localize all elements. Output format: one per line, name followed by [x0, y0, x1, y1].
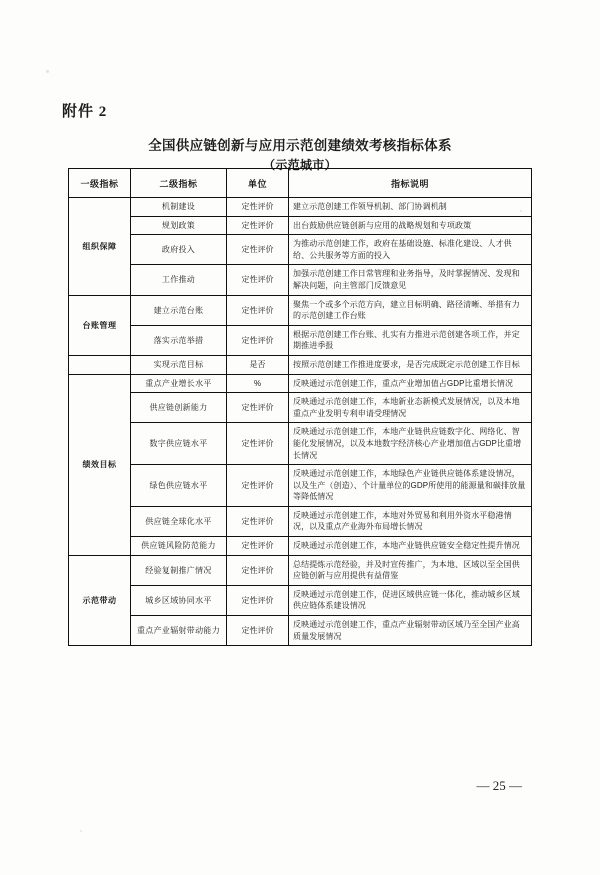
- description-cell: 根据示范创建工作台账、扎实有力推进示范创建各项工作，并定期推进季报: [289, 325, 532, 355]
- table-row: [69, 198, 532, 217]
- category-cell: 组织保障: [69, 198, 131, 296]
- indicator-cell: 建立示范台账: [131, 295, 227, 325]
- description-cell: 建立示范创建工作领导机制、部门协调机制: [289, 198, 532, 217]
- indicator-cell: 政府投入: [131, 235, 227, 265]
- indicator-cell: 重点产业辐射带动能力: [131, 616, 227, 646]
- unit-cell: 定性评价: [227, 325, 289, 355]
- table-row: [69, 423, 532, 465]
- unit-cell: 定性评价: [227, 295, 289, 325]
- column-header-level2: 二级指标: [131, 169, 227, 198]
- table-row: [69, 585, 532, 615]
- table-row: [69, 216, 532, 235]
- description-cell: 反映通过示范创建工作，本地对外贸易和利用外资水平稳港情况，以及重点产业海外布局增长情况: [289, 506, 532, 536]
- description-cell: 反映通过示范创建工作，重点产业辐射带动区域乃至全国产业高质量发展情况: [289, 616, 532, 646]
- unit-cell: 定性评价: [227, 393, 289, 423]
- indicator-cell: 落实示范举措: [131, 325, 227, 355]
- unit-cell: 定性评价: [227, 235, 289, 265]
- description-cell: 加强示范创建工作日常管理和业务指导，及时掌握情况、发现和解决问题，向主管部门反馈意见: [289, 265, 532, 295]
- description-cell: 反映通过示范创建工作，促进区域供应链一体化，推动城乡区域供应链体系建设情况: [289, 585, 532, 615]
- indicator-cell: 实现示范目标: [131, 355, 227, 374]
- indicator-cell: 经验复制推广情况: [131, 555, 227, 585]
- unit-cell: %: [227, 374, 289, 393]
- table-row: [69, 393, 532, 423]
- table-header-row: [69, 169, 532, 198]
- indicator-cell: 供应链全球化水平: [131, 506, 227, 536]
- indicator-cell: 重点产业增长水平: [131, 374, 227, 393]
- table-row: [69, 555, 532, 585]
- indicator-cell: 工作推动: [131, 265, 227, 295]
- table-row: [69, 374, 532, 393]
- table-row: [69, 465, 532, 507]
- unit-cell: 定性评价: [227, 555, 289, 585]
- unit-cell: 定性评价: [227, 265, 289, 295]
- table-row: [69, 325, 532, 355]
- indicator-cell: 城乡区域协同水平: [131, 585, 227, 615]
- indicator-cell: 数字供应链水平: [131, 423, 227, 465]
- unit-cell: 定性评价: [227, 585, 289, 615]
- description-cell: 反映通过示范创建工作，重点产业增加值占GDP比重增长情况: [289, 374, 532, 393]
- category-cell: 台账管理: [69, 295, 131, 355]
- page-subtitle: （示范城市）: [263, 157, 337, 172]
- attachment-label: 附件 2: [62, 104, 108, 120]
- unit-cell: 定性评价: [227, 506, 289, 536]
- indicator-cell: 供应链风险防范能力: [131, 537, 227, 556]
- table-row: [69, 295, 532, 325]
- indicator-cell: 规划政策: [131, 216, 227, 235]
- unit-cell: 定性评价: [227, 616, 289, 646]
- indicator-cell: 供应链创新能力: [131, 393, 227, 423]
- table-row: [69, 235, 532, 265]
- description-cell: 按照示范创建工作推进度要求，是否完成既定示范创建工作目标: [289, 355, 532, 374]
- unit-cell: 定性评价: [227, 537, 289, 556]
- description-cell: 为推动示范创建工作，政府在基础设施、标准化建设、人才供给、公共服务等方面的投入: [289, 235, 532, 265]
- page-title-main: 全国供应链创新与应用示范创建绩效考核指标体系: [148, 138, 452, 153]
- category-cell: [69, 355, 131, 374]
- description-cell: 反映通过示范创建工作，本地新业态新模式发展情况，以及本地重点产业发明专利申请受理情况: [289, 393, 532, 423]
- description-cell: 聚焦一个或多个示范方向，建立目标明确、路径清晰、举措有力的示范创建工作台账: [289, 295, 532, 325]
- table-row: [69, 265, 532, 295]
- unit-cell: 定性评价: [227, 423, 289, 465]
- description-cell: 反映通过示范创建工作，本地产业链供应链安全稳定性提升情况: [289, 537, 532, 556]
- indicator-cell: 绿色供应链水平: [131, 465, 227, 507]
- unit-cell: 定性评价: [227, 465, 289, 507]
- table-row: [69, 616, 532, 646]
- column-header-level1: 一级指标: [69, 169, 131, 198]
- category-cell: 绩效目标: [69, 374, 131, 555]
- description-cell: 总结提炼示范经验，并及时宣传推广，为本地、区域以至全国供应链创新与应用提供有益借鉴: [289, 555, 532, 585]
- category-cell: 示范带动: [69, 555, 131, 646]
- indicator-cell: 机制建设: [131, 198, 227, 217]
- description-cell: 出台鼓励供应链创新与应用的战略规划和专项政策: [289, 216, 532, 235]
- column-header-description: 指标说明: [289, 169, 532, 198]
- indicator-table: [68, 168, 532, 646]
- table-row: [69, 506, 532, 536]
- table-row: [69, 537, 532, 556]
- unit-cell: 定性评价: [227, 198, 289, 217]
- unit-cell: 定性评价: [227, 216, 289, 235]
- page-number: — 25 —: [476, 778, 522, 793]
- column-header-unit: 单位: [227, 169, 289, 198]
- description-cell: 反映通过示范创建工作，本地绿色产业链供应链体系建设情况，以及生产（创造）、个计量单位的GDP所使用的能源量和碳排放量等降低情况: [289, 465, 532, 507]
- table-row: [69, 355, 532, 374]
- unit-cell: 是否: [227, 355, 289, 374]
- table-body: [69, 198, 532, 646]
- description-cell: 反映通过示范创建工作，本地产业链供应链数字化、网络化、智能化发展情况，以及本地数字经济核心产业增加值占GDP比重增长情况: [289, 423, 532, 465]
